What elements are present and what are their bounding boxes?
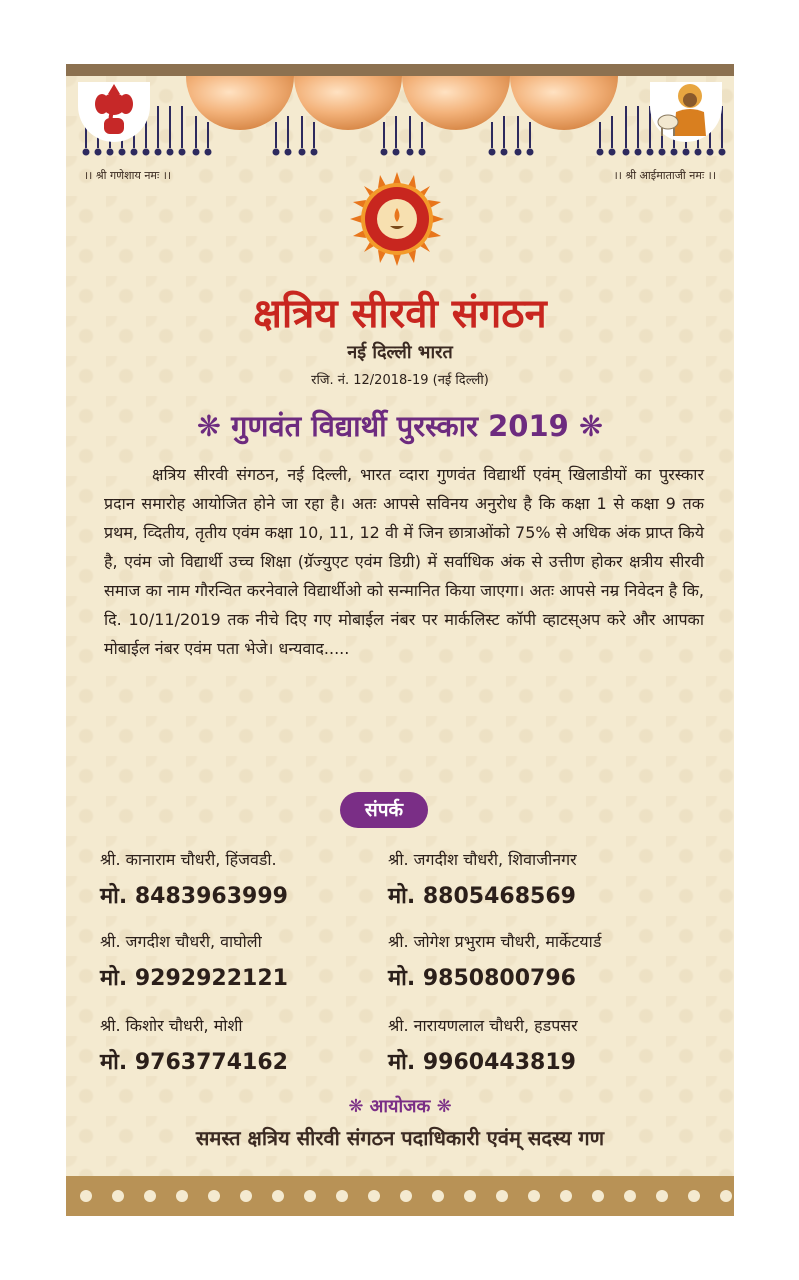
toran-beads <box>83 149 726 156</box>
contact-left-2-name: श्री. जगदीश चौधरी, वाघोली <box>100 932 262 951</box>
organizer-label: ❋ आयोजक ❋ <box>348 1096 452 1117</box>
toran-orbs <box>186 76 618 130</box>
contact-right-3-name: श्री. नारायणलाल चौधरी, हडपसर <box>388 1016 578 1035</box>
invitation-card <box>66 64 734 1216</box>
toran-tassels <box>86 106 722 148</box>
bottom-border <box>66 1176 734 1216</box>
organization-logo <box>350 172 444 266</box>
aimataji-icon <box>650 82 722 142</box>
organizer-text: समस्त क्षत्रिय सीरवी संगठन पदाधिकारी एवंम् सदस्य गण <box>195 1126 605 1150</box>
organization-city: नई दिल्ली भारत <box>347 342 453 363</box>
ganesha-icon <box>78 82 150 142</box>
invitation-body <box>104 460 704 663</box>
organization-name: क्षत्रिय सीरवी संगठन <box>253 291 547 337</box>
contact-badge: संपर्क <box>340 792 428 828</box>
contact-left-3-phone: मो. 9763774162 <box>100 1050 288 1075</box>
body-paragraph: क्षत्रिय सीरवी संगठन, नई दिल्ली, भारत व्दारा गुणवंत विद्यार्थी एवंम् खिलाडीयों का पुरस्कार प्रदान समारोह आयोजित होने जा रहा है। अतः आपसे सविनय अनुरोध है कि कक्षा 1 से कक्षा 9 तक प्रथम, व्दितीय, तृतीय एवंम कक्षा 10, 11, 12 वी में जिन छात्राओंको 75% से अधिक अंक प्राप्त किये है, एवंम जो विद्यार्थी उच्च शिक्षा (ग्रॅज्युएट एवंम डिग्री) में सर्वाधिक अंक से उत्तीण होकर क्षत्रीय सीरवी समाज का नाम गौरन्वित करनेवाले विद्यार्थीओ को सन्मानित किया जाएगा। अतः आपसे नम्र निवेदन है कि, दि. 10/11/2019 तक नीचे दिए गए मोबाईल नंबर पर मार्कलिस्ट कॉपी व्हाटस्अप करे और आपका मोबाईल नंबर एवंम पता भेजे। धन्यवाद..... <box>104 465 704 658</box>
contact-left-2-phone: मो. 9292922121 <box>100 966 288 991</box>
contact-left-3-name: श्री. किशोर चौधरी, मोशी <box>100 1016 243 1035</box>
left-invocation: ।। श्री गणेशाय नमः ।। <box>84 169 172 182</box>
contact-right-1-phone: मो. 8805468569 <box>388 884 576 909</box>
contact-left-1-phone: मो. 8483963999 <box>100 884 288 909</box>
contact-right-3-phone: मो. 9960443819 <box>388 1050 576 1075</box>
contact-right-2-phone: मो. 9850800796 <box>388 966 576 991</box>
contact-right-2-name: श्री. जोगेश प्रभुराम चौधरी, मार्केटयार्ड <box>388 932 602 951</box>
contact-left-1-name: श्री. कानाराम चौधरी, हिंजवडी. <box>100 850 277 869</box>
top-band <box>66 64 734 76</box>
award-title: ❋ गुणवंत विद्यार्थी पुरस्कार 2019 ❋ <box>196 409 604 443</box>
right-invocation: ।। श्री आईमाताजी नमः ।। <box>613 169 716 182</box>
decorative-toran <box>66 76 734 166</box>
registration-number: रजि. नं. 12/2018-19 (नई दिल्ली) <box>311 373 489 388</box>
contact-right-1-name: श्री. जगदीश चौधरी, शिवाजीनगर <box>388 850 577 869</box>
